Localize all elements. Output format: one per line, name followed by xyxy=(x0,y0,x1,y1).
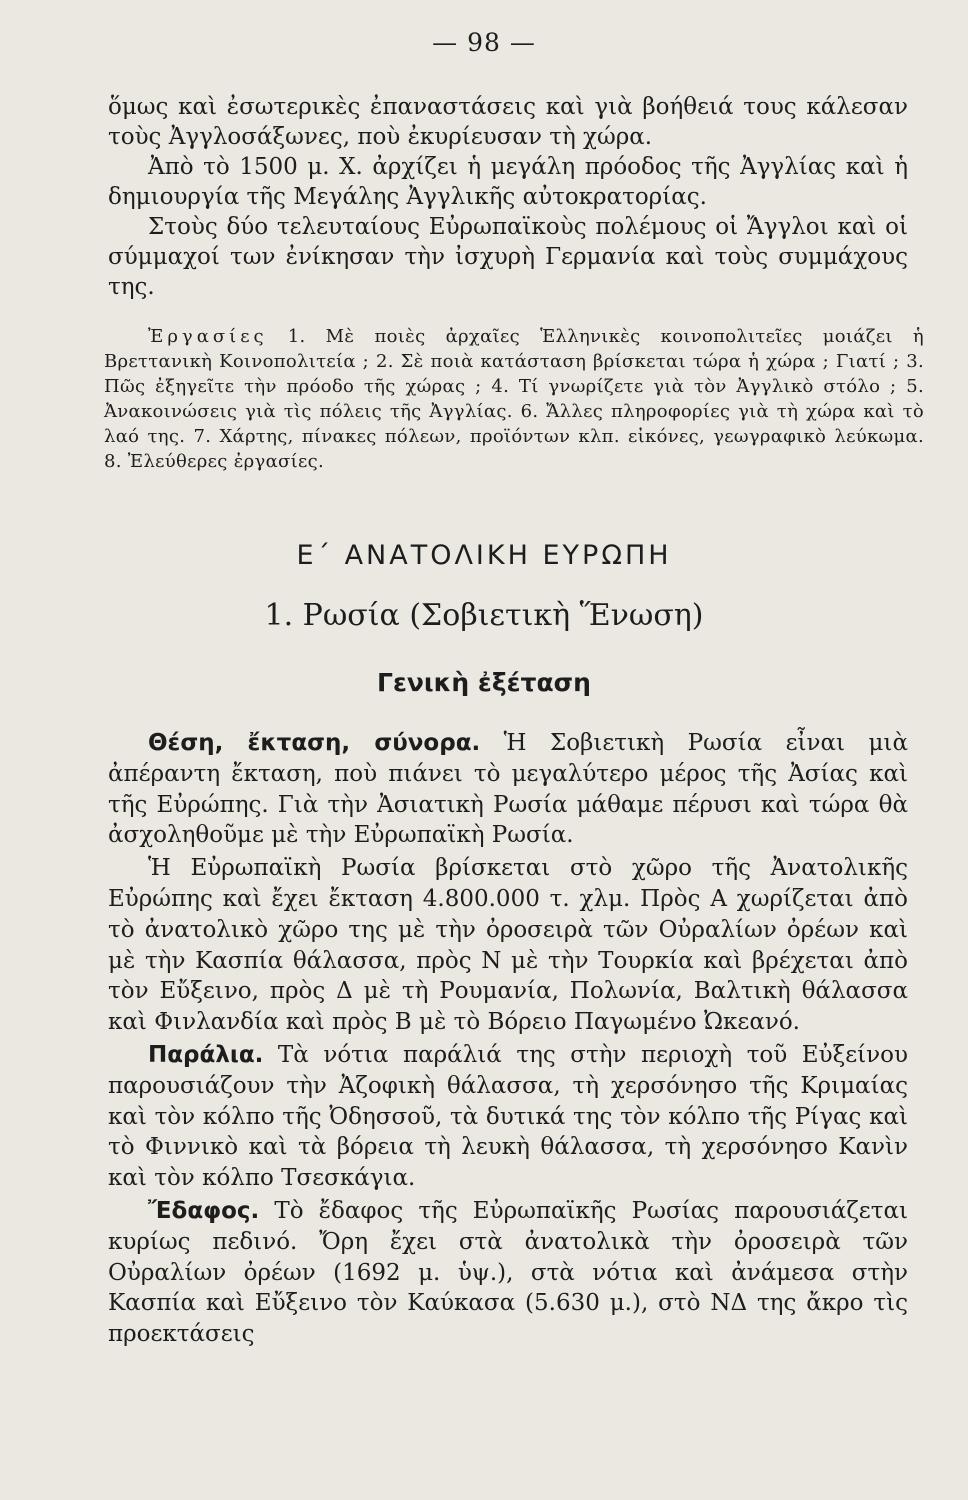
paragraph-text: Ἡ Σοβιετικὴ Ρωσία εἶναι μιὰ ἀπέραντη ἔκταση, ποὺ πιάνει τὸ μεγαλύτερο μέρος τῆς Ἀσίας καὶ τῆς Εὐρώπης. Γιὰ τὴν Ἀσιατικὴ Ρωσία μάθαμε πέρυσι καὶ τώρα θὰ ἀσχοληθοῦμε μὲ τὴν Εὐρωπαϊκὴ Ρωσία. xyxy=(108,730,908,849)
page-number: — 98 — xyxy=(432,28,536,57)
section-title: 1. Ρωσία (Σοβιετικὴ Ἕνωση) xyxy=(264,598,704,633)
chapter-title: Ε΄ ΑΝΑΤΟΛΙΚΗ ΕΥΡΩΠΗ xyxy=(296,540,672,571)
paragraph-lead: Παράλια. xyxy=(148,1041,264,1068)
paragraph-text: Τὰ νότια παράλιά της στὴν περιοχὴ τοῦ Εὐξείνου παρουσιάζουν τὴν Ἀζοφικὴ θάλασσα, τὴ χερσόνησο τῆς Κριμαίας καὶ τὸν κόλπο τῆς Ὀδησσοῦ, τὰ δυτικά της τὸν κόλπο τῆς Ρίγας καὶ τὸ Φιννικὸ καὶ τὰ βόρεια τὴ λευκὴ θάλασσα, τὴ χερσόνησο Κανὶν καὶ τὸν κόλπο Τσεσκάγια. xyxy=(108,1041,908,1192)
intro-paragraph-3: Στοὺς δύο τελευταίους Εὐρωπαϊκοὺς πολέμους οἱ Ἄγγλοι καὶ οἱ σύμμαχοί των ἐνίκησαν τὴν ἰσχυρὴ Γερμανία καὶ τοὺς συμμάχους της. xyxy=(108,214,908,300)
intro-paragraph-2: Ἀπὸ τὸ 1500 μ. Χ. ἀρχίζει ἡ μεγάλη πρόοδος τῆς Ἀγγλίας καὶ ἡ δημιουργία τῆς Μεγάλης Ἀγγλικῆς αὐτοκρατορίας. xyxy=(108,154,908,210)
exercises-block xyxy=(104,324,924,474)
paragraph-borders xyxy=(108,853,908,1038)
paragraph-text: Ἡ Εὐρωπαϊκὴ Ρωσία βρίσκεται στὸ χῶρο τῆς Ἀνατολικῆς Εὐρώπης καὶ ἔχει ἔκταση 4.800.000 τ. χλμ. Πρὸς Α χωρίζεται ἀπὸ τὸ ἀνατολικὸ χῶρο της μὲ τὴν ὀροσειρὰ τῶν Οὐραλίων ὀρέων καὶ μὲ τὴν Κασπία θάλασσα, πρὸς Ν μὲ τὴν Τουρκία καὶ βρέχεται ἀπὸ τὸν Εὔξεινο, πρὸς Δ μὲ τὴ Ρουμανία, Πολωνία, Βαλτικὴ θάλασσα καὶ Φινλανδία καὶ πρὸς Β μὲ τὸ Βόρειο Παγωμένο Ὠκεανό. xyxy=(108,855,908,1036)
exercises-paragraph xyxy=(104,324,924,474)
paragraph-coasts xyxy=(108,1040,908,1194)
main-text xyxy=(108,728,908,1352)
exercises-label: Ἐργασίες xyxy=(148,326,268,347)
intro-text xyxy=(108,92,908,302)
subsection-title: Γενικὴ ἐξέταση xyxy=(377,668,591,697)
paragraph-lead: Ἔδαφος. xyxy=(148,1197,260,1224)
paragraph-position xyxy=(108,728,908,851)
intro-paragraph-1: ὅμως καὶ ἐσωτερικὲς ἐπαναστάσεις καὶ γιὰ βοήθειά τους κάλεσαν τοὺς Ἀγγλοσάξωνες, ποὺ ἐκυρίευσαν τὴ χώρα. xyxy=(108,94,908,150)
paragraph-text: Τὸ ἔδαφος τῆς Εὐρωπαϊκῆς Ρωσίας παρουσιάζεται κυρίως πεδινό. Ὄρη ἔχει στὰ ἀνατολικὰ τὴν ὀροσειρὰ τῶν Οὐραλίων ὀρέων (1692 μ. ὑψ.), στὰ νότια καὶ ἀνάμεσα στὴν Κασπία καὶ Εὔξεινο τὸν Καύκασα (5.630 μ.), στὸ ΝΔ της ἄκρο τὶς προεκτάσεις xyxy=(108,1197,908,1348)
paragraph-lead: Θέση, ἔκταση, σύνορα. xyxy=(148,730,481,756)
exercises-text: 1. Μὲ ποιὲς ἀρχαῖες Ἑλληνικὲς κοινοπολιτεῖες μοιάζει ἡ Βρεττανικὴ Κοινοπολιτεία ; 2. Σὲ ποιὰ κατάσταση βρίσκεται τώρα ἡ χώρα ; Γιατί ; 3. Πῶς ἐξηγεῖτε τὴν πρόοδο τῆς χώρας ; 4. Τί γνωρίζετε γιὰ τὸν Ἀγγλικὸ στόλο ; 5. Ἀνακοινώσεις γιὰ τὶς πόλεις τῆς Ἀγγλίας. 6. Ἄλλες πληροφορίες γιὰ τὴ χώρα καὶ τὸ λαό της. 7. Χάρτης, πίνακες πόλεων, προϊόντων κλπ. εἰκόνες, γεωγραφικὸ λεύκωμα. 8. Ἐλεύθερες ἐργασίες. xyxy=(104,326,924,472)
paragraph-terrain xyxy=(108,1196,908,1350)
